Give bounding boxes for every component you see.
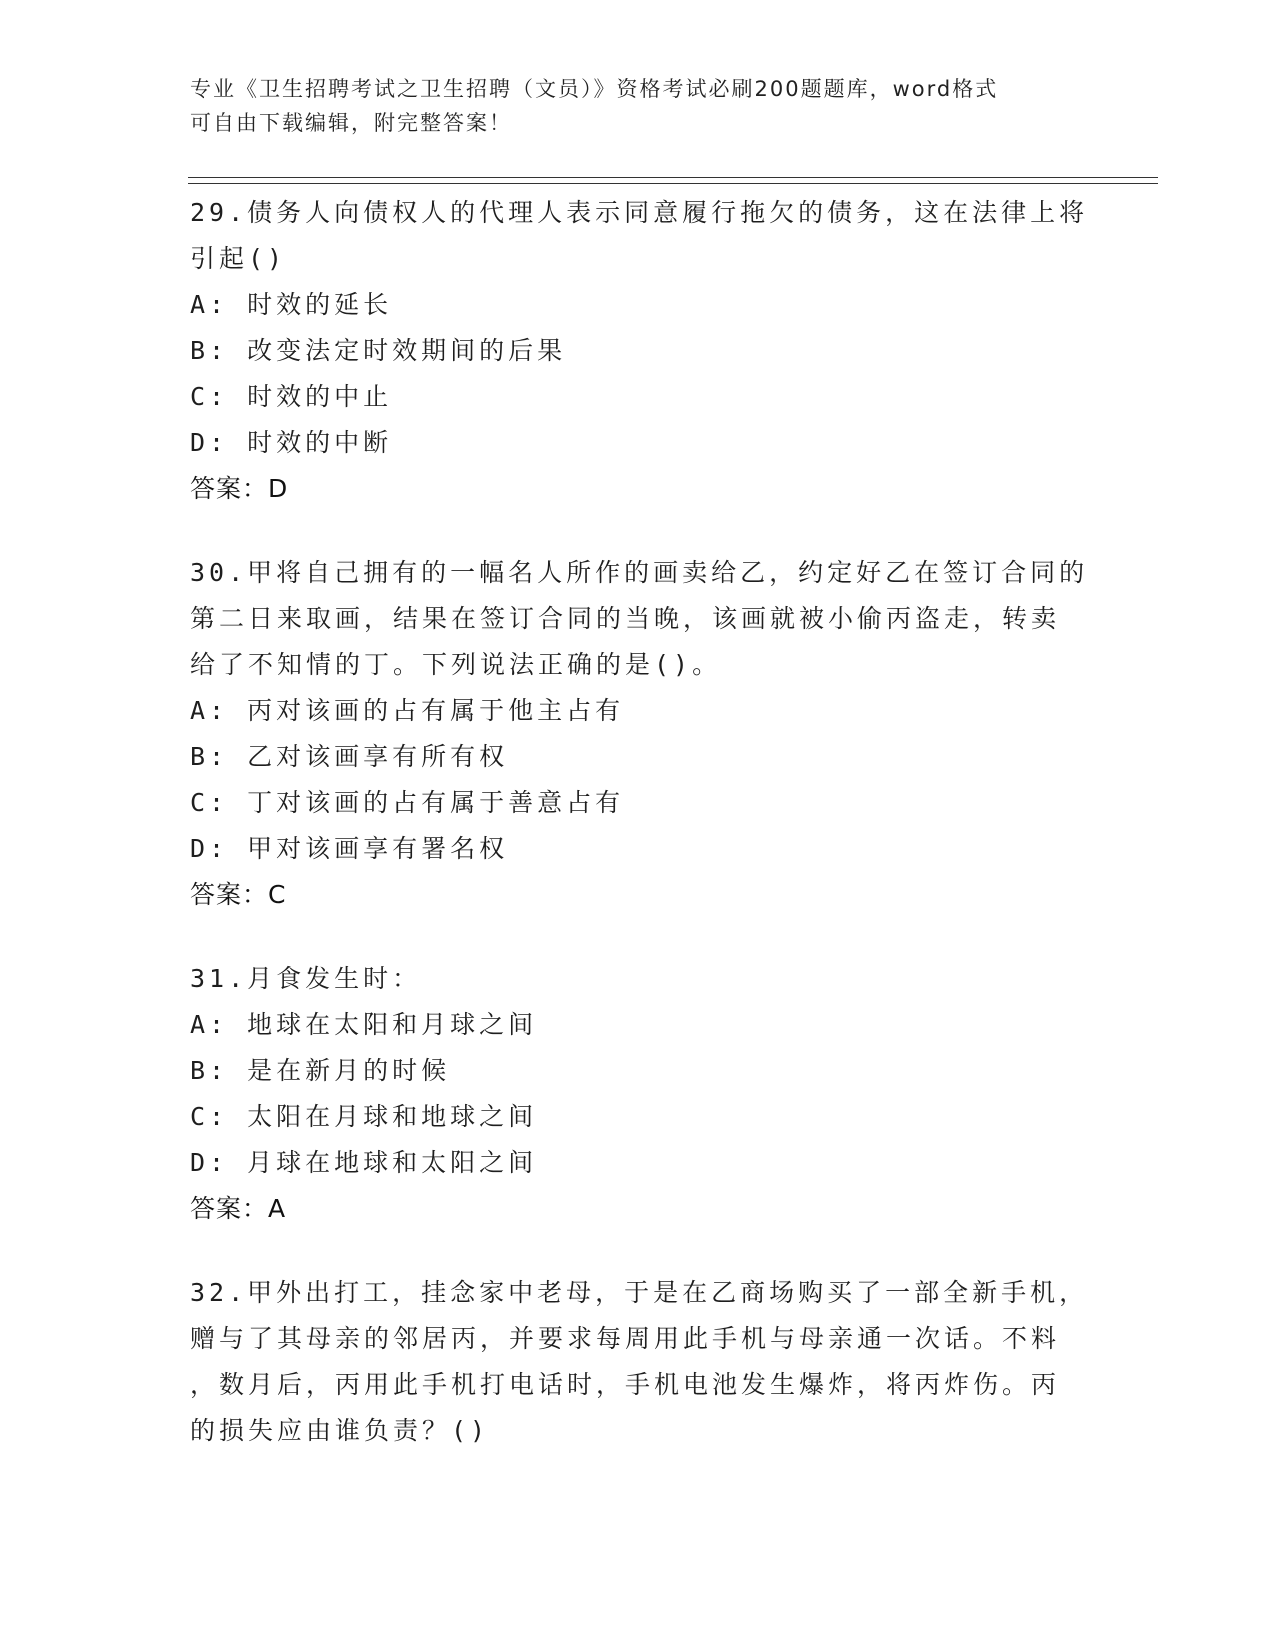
header-divider-bottom: [188, 183, 1158, 184]
option-d: D: 时效的中断: [190, 428, 393, 457]
question-31: [190, 956, 1090, 1232]
option-c: C: 太阳在月球和地球之间: [190, 1102, 538, 1131]
option-d: D: 月球在地球和太阳之间: [190, 1148, 538, 1177]
question-text-line: 30.甲将自己拥有的一幅名人所作的画卖给乙，约定好乙在签订合同的: [190, 558, 1089, 587]
question-text-line: ，数月后，丙用此手机打电话时，手机电池发生爆炸，将丙炸伤。丙: [190, 1370, 1061, 1399]
document-header: [190, 72, 1090, 140]
header-line-2: 可自由下载编辑，附完整答案！: [190, 111, 512, 135]
question-text-line: 31.月食发生时：: [190, 964, 422, 993]
answer: 答案：A: [190, 1194, 287, 1223]
option-b: B: 改变法定时效期间的后果: [190, 336, 567, 365]
header-line-1: 专业《卫生招聘考试之卫生招聘（文员）》资格考试必刷200题题库，word格式: [190, 77, 999, 101]
question-30: [190, 550, 1090, 918]
option-d: D: 甲对该画享有署名权: [190, 834, 509, 863]
question-32: [190, 1270, 1090, 1454]
option-b: B: 乙对该画享有所有权: [190, 742, 509, 771]
question-29: [190, 190, 1090, 512]
option-a: A: 丙对该画的占有属于他主占有: [190, 696, 625, 725]
question-text-line: 第二日来取画，结果在签订合同的当晚，该画就被小偷丙盗走，转卖: [190, 604, 1061, 633]
answer: 答案：C: [190, 880, 287, 909]
question-text-line: 的损失应由谁负责？(): [190, 1416, 490, 1445]
option-b: B: 是在新月的时候: [190, 1056, 451, 1085]
question-text-line: 引起(): [190, 244, 287, 273]
answer: 答案：D: [190, 474, 289, 503]
option-a: A: 地球在太阳和月球之间: [190, 1010, 538, 1039]
question-text-line: 赠与了其母亲的邻居丙，并要求每周用此手机与母亲通一次话。不料: [190, 1324, 1061, 1353]
option-a: A: 时效的延长: [190, 290, 393, 319]
question-text-line: 给了不知情的丁。下列说法正确的是()。: [190, 650, 722, 679]
option-c: C: 丁对该画的占有属于善意占有: [190, 788, 625, 817]
header-divider-top: [188, 177, 1158, 178]
question-text-line: 29.债务人向债权人的代理人表示同意履行拖欠的债务，这在法律上将: [190, 198, 1089, 227]
question-list: [190, 190, 1090, 1492]
option-c: C: 时效的中止: [190, 382, 393, 411]
question-text-line: 32.甲外出打工，挂念家中老母，于是在乙商场购买了一部全新手机，: [190, 1278, 1089, 1307]
